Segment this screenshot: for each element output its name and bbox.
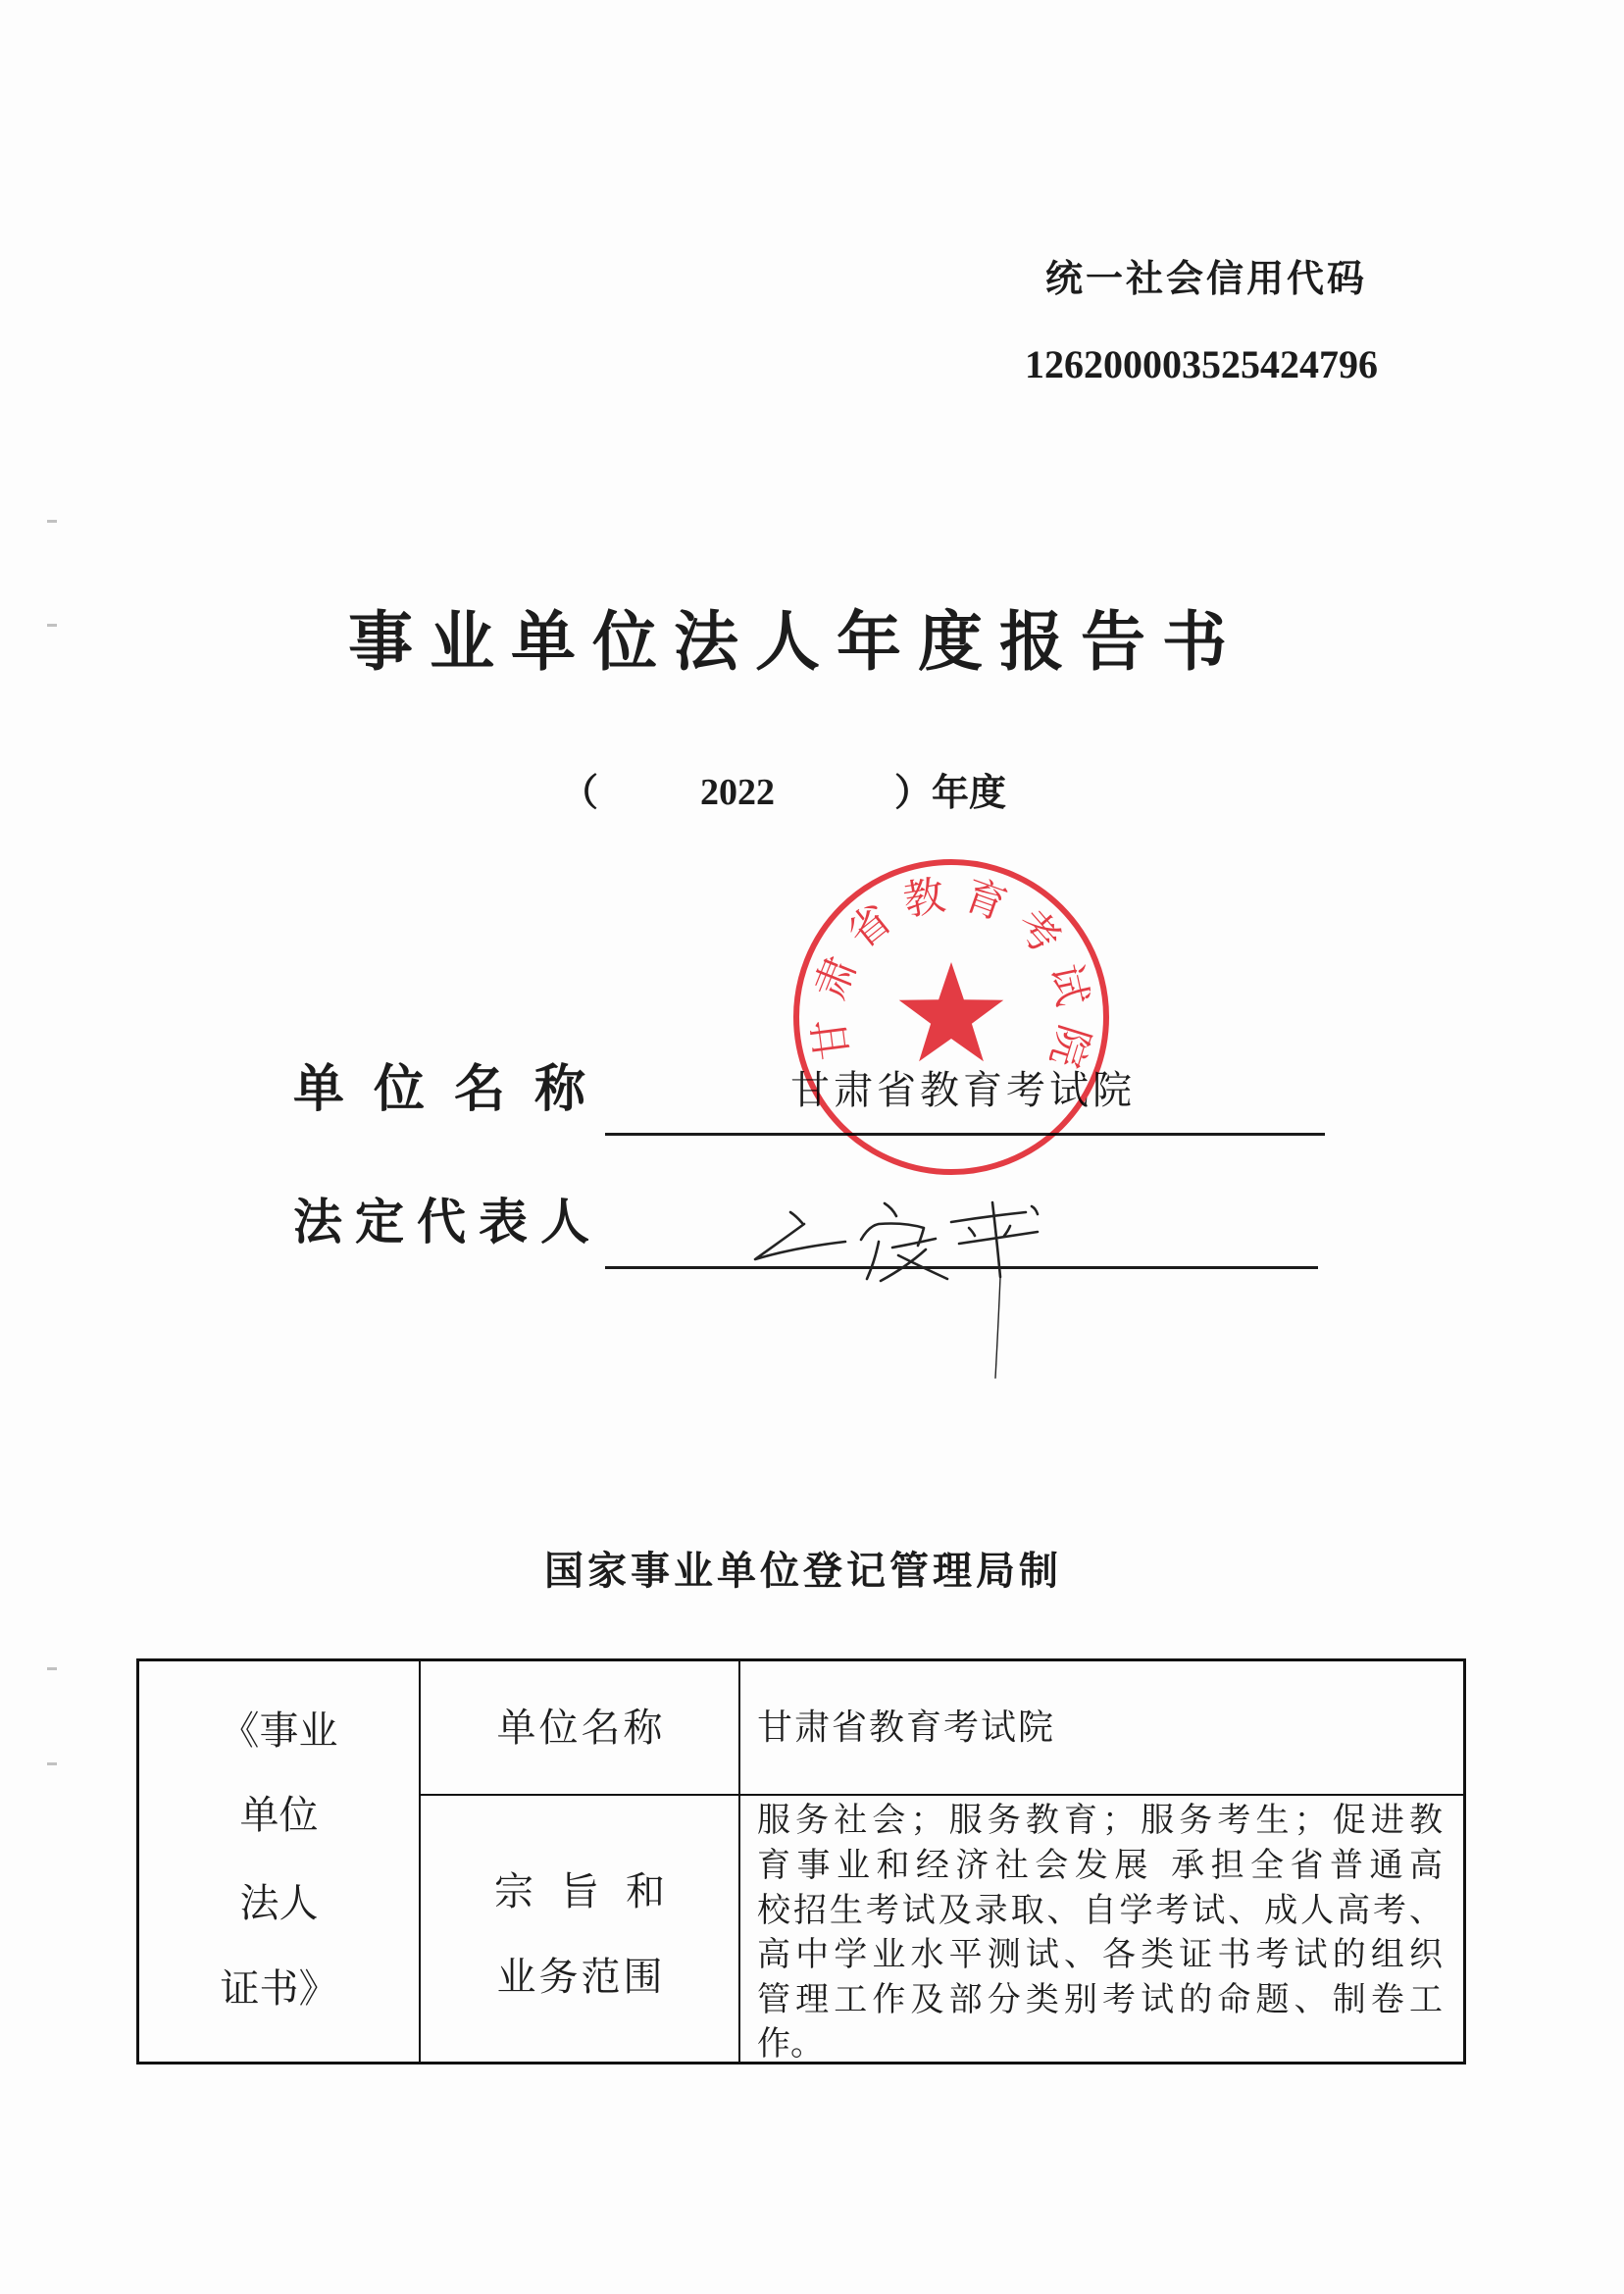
legal-representative-label: 法定代表人 [293, 1194, 602, 1250]
table-row-label-unit-name: 单位名称 [496, 1706, 666, 1751]
scan-mark [47, 1762, 57, 1765]
side-label-line: 法人 [239, 1881, 319, 1926]
table-divider [738, 1661, 740, 2062]
report-year: 2022 [700, 772, 775, 813]
purpose-text-line: 育事业和经济社会发展 承担全省普通高 [757, 1846, 1443, 1885]
credit-code-value: 126200003525424796 [1025, 342, 1378, 386]
unit-name-value: 甘肃省教育考试院 [790, 1068, 1136, 1113]
year-suffix: ）年度 [894, 770, 1007, 814]
credit-code-label: 统一社会信用代码 [1045, 256, 1368, 300]
scan-mark [47, 1667, 57, 1670]
year-open-paren: （ [561, 770, 599, 814]
side-label-line: 证书》 [220, 1966, 338, 2012]
seal-text-path: 甘肃省教育考试院 [802, 868, 1100, 1087]
purpose-text-line: 校招生考试及录取、自学考试、成人高考、 [757, 1891, 1443, 1930]
purpose-text-line: 管理工作及部分类别考试的命题、制卷工 [757, 1980, 1443, 2019]
side-label-line: 《事业 [220, 1708, 338, 1754]
signature [726, 1177, 1059, 1393]
table-row-divider [419, 1794, 1463, 1796]
page-title: 事业单位法人年度报告书 [348, 604, 1243, 680]
purpose-text-line: 作。 [757, 2024, 824, 2064]
issuer-line: 国家事业单位登记管理局制 [544, 1548, 1062, 1594]
side-label-line: 单位 [239, 1793, 319, 1838]
table-row-value-unit-name: 甘肃省教育考试院 [757, 1708, 1056, 1748]
scan-mark [47, 624, 57, 627]
table-row-label-scope: 业务范围 [496, 1955, 666, 2000]
seal-star-icon [899, 962, 1004, 1061]
purpose-text-line: 服务社会；服务教育；服务考生；促进教 [757, 1801, 1443, 1840]
purpose-text-line: 高中学业水平测试、各类证书考试的组织 [757, 1935, 1443, 1974]
table-row-label-purpose: 宗旨和 [494, 1869, 691, 1914]
scan-mark [47, 520, 57, 523]
unit-name-label: 单位名称 [293, 1060, 616, 1119]
certificate-table [136, 1658, 1466, 2065]
official-seal [775, 841, 1128, 1194]
